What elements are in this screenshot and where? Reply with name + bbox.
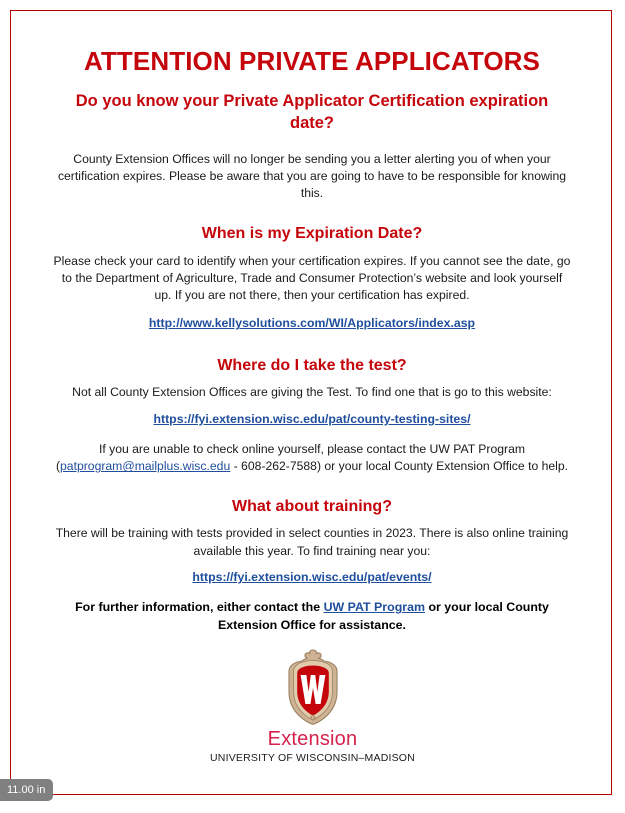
uw-crest-icon — [285, 648, 341, 726]
flyer-content — [48, 46, 576, 635]
section-heading-expiration-date: When is my Expiration Date? — [201, 224, 423, 242]
contact-paragraph — [48, 441, 576, 476]
spacer — [48, 214, 576, 224]
section-heading-where-test: Where do I take the test? — [217, 356, 407, 374]
link-line-county-testing-sites — [48, 411, 576, 428]
contact-text-after: - 608-262-7588) or your local County Extension Office to help. — [230, 459, 569, 474]
link-uw-pat-program[interactable]: UW PAT Program — [323, 600, 426, 615]
section-heading-training: What about training? — [232, 497, 392, 515]
spacer — [48, 487, 576, 497]
page-title: ATTENTION PRIVATE APPLICATORS — [84, 46, 540, 76]
extension-wordmark: Extension — [267, 728, 358, 750]
ruler-measurement-tooltip: 11.00 in — [0, 779, 53, 801]
link-line-kellysolutions — [48, 315, 576, 332]
closing-text-after: or your local County Extension Office for assistance. — [218, 600, 549, 632]
section-paragraph-expiration-date: Please check your card to identify when your certification expires. If you cannot see the date, go to the Department of Agriculture, Trade and Consumer Protection’s website and look yourself up. If you are not there, then your certification has expired. — [53, 253, 571, 303]
link-kellysolutions[interactable]: http://www.kellysolutions.com/WI/Applicators/index.asp — [148, 316, 476, 331]
page-subtitle: Do you know your Private Applicator Certification expiration date? — [75, 92, 549, 132]
link-county-testing-sites[interactable]: https://fyi.extension.wisc.edu/pat/county-testing-sites/ — [153, 411, 471, 426]
uw-extension-logo — [0, 648, 625, 764]
university-wordmark: UNIVERSITY OF WISCONSIN–MADISON — [210, 752, 415, 764]
link-line-events — [48, 569, 576, 586]
section-paragraph-where-test: Not all County Extension Offices are giving the Test. To find one that is go to this website: — [72, 385, 552, 400]
section-paragraph-training: There will be training with tests provided in select counties in 2023. There is also online training available this year. To find training near you: — [55, 526, 569, 558]
contact-text-before: If you are unable to check online yourself, please contact the UW PAT Program ( — [55, 442, 526, 474]
intro-paragraph: County Extension Offices will no longer be sending you a letter alerting you of when your certification expires. Please be aware that you are going to have to be responsible for knowing this. — [57, 151, 567, 201]
link-pat-events[interactable]: https://fyi.extension.wisc.edu/pat/events/ — [192, 570, 432, 585]
closing-text-before: For further information, either contact the — [75, 600, 324, 615]
closing-note — [48, 599, 576, 634]
link-pat-program-email[interactable]: patprogram@mailplus.wisc.edu — [60, 459, 231, 474]
spacer — [48, 346, 576, 356]
